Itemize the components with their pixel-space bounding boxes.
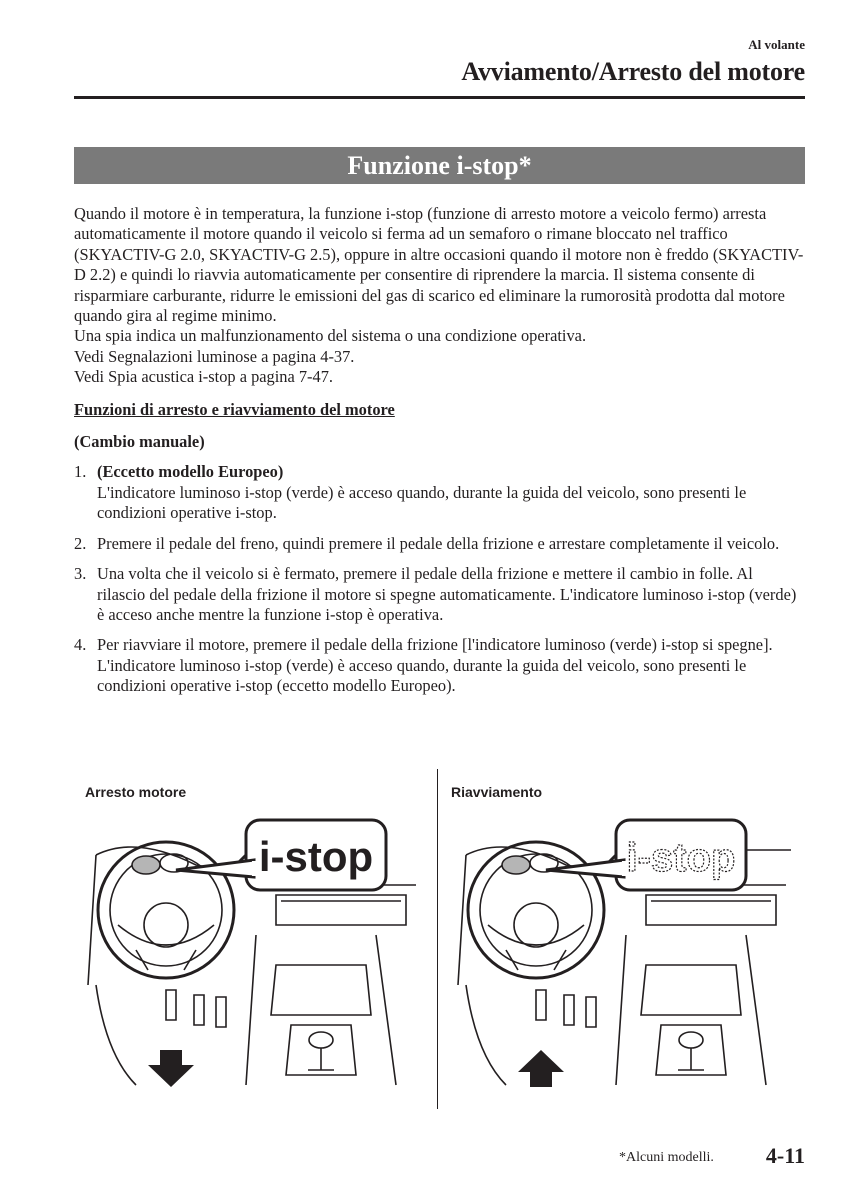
step-text: L'indicatore luminoso i-stop (verde) è acceso quando, durante la guida del veicolo, sono presenti le condizioni operative i-stop. bbox=[97, 482, 747, 523]
i-stop-indicator-lit: i-stop bbox=[258, 833, 374, 880]
body-text bbox=[74, 204, 805, 707]
step-text: Premere il pedale del freno, quindi premere il pedale della frizione e arrestare completamente il veicolo. bbox=[97, 533, 780, 553]
step-number: 4. bbox=[74, 635, 87, 655]
page-number: 4-11 bbox=[765, 1143, 805, 1168]
step-number: 1. bbox=[74, 462, 87, 482]
procedure-heading: Funzioni di arresto e riavviamento del motore bbox=[74, 399, 395, 419]
list-item bbox=[74, 564, 805, 625]
figure-label-restart: Riavviamento bbox=[451, 784, 543, 800]
intro-paragraph: Quando il motore è in temperatura, la funzione i-stop (funzione di arresto motore a veicolo fermo) arresta automaticamente il motore quando il veicolo si ferma ad un semaforo o rimane bloccato nel traffico (SKYACTIV-G 2.0, SKYACTIV-G 2.5), oppure in altre occasioni quando il motore non è freddo (SKYACTIV-D 2.2) e quindi lo riavvia automaticamente per consentire di riprendere la marcia. Il sistema consente di risparmiare carburante, ridurre le emissioni del gas di scarico ed eliminare la rumorosità prodotta dal motore quando gira al regime minimo. bbox=[74, 204, 804, 326]
engine-stop-illustration bbox=[76, 815, 436, 1095]
arrow-down-icon bbox=[148, 1050, 194, 1087]
step-body bbox=[97, 462, 805, 523]
figure-label-stop: Arresto motore bbox=[85, 784, 187, 800]
reference-line: Vedi Segnalazioni luminose a pagina 4-37. bbox=[74, 346, 355, 366]
header-rule bbox=[74, 96, 805, 99]
engine-restart-illustration bbox=[446, 815, 806, 1095]
figure-divider bbox=[437, 769, 438, 1109]
step-text: Una volta che il veicolo si è fermato, premere il pedale della frizione e mettere il cambio in folle. Al rilascio del pedale della frizione il motore si spegne automaticamente. L'indicatore luminoso i-stop (verde) è acceso anche mentre la funzione i-stop è operativa. bbox=[97, 564, 797, 624]
section-title: Avviamento/Arresto del motore bbox=[461, 57, 805, 86]
feature-banner: Funzione i-stop* bbox=[74, 147, 805, 184]
transmission-heading: (Cambio manuale) bbox=[74, 432, 205, 452]
steps-list bbox=[74, 462, 805, 696]
intro-line: Una spia indica un malfunzionamento del sistema o una condizione operativa. bbox=[74, 326, 587, 346]
i-stop-indicator-off: i-stop bbox=[626, 836, 736, 880]
arrow-up-icon bbox=[518, 1050, 564, 1087]
list-item bbox=[74, 534, 805, 554]
list-item bbox=[74, 635, 805, 696]
step-text: Per riavviare il motore, premere il pedale della frizione [l'indicatore luminoso (verde) i-stop si spegne]. L'indicatore luminoso i-stop (verde) è acceso quando, durante la guida del veicolo, sono presenti le condizioni operative i-stop (eccetto modello Europeo). bbox=[97, 635, 773, 696]
list-item bbox=[74, 462, 805, 523]
step-number: 3. bbox=[74, 564, 87, 584]
reference-line: Vedi Spia acustica i-stop a pagina 7-47. bbox=[74, 367, 333, 387]
chapter-label: Al volante bbox=[748, 37, 805, 52]
step-condition: (Eccetto modello Europeo) bbox=[97, 462, 284, 482]
step-number: 2. bbox=[74, 533, 87, 553]
footnote: *Alcuni modelli. bbox=[619, 1150, 714, 1165]
